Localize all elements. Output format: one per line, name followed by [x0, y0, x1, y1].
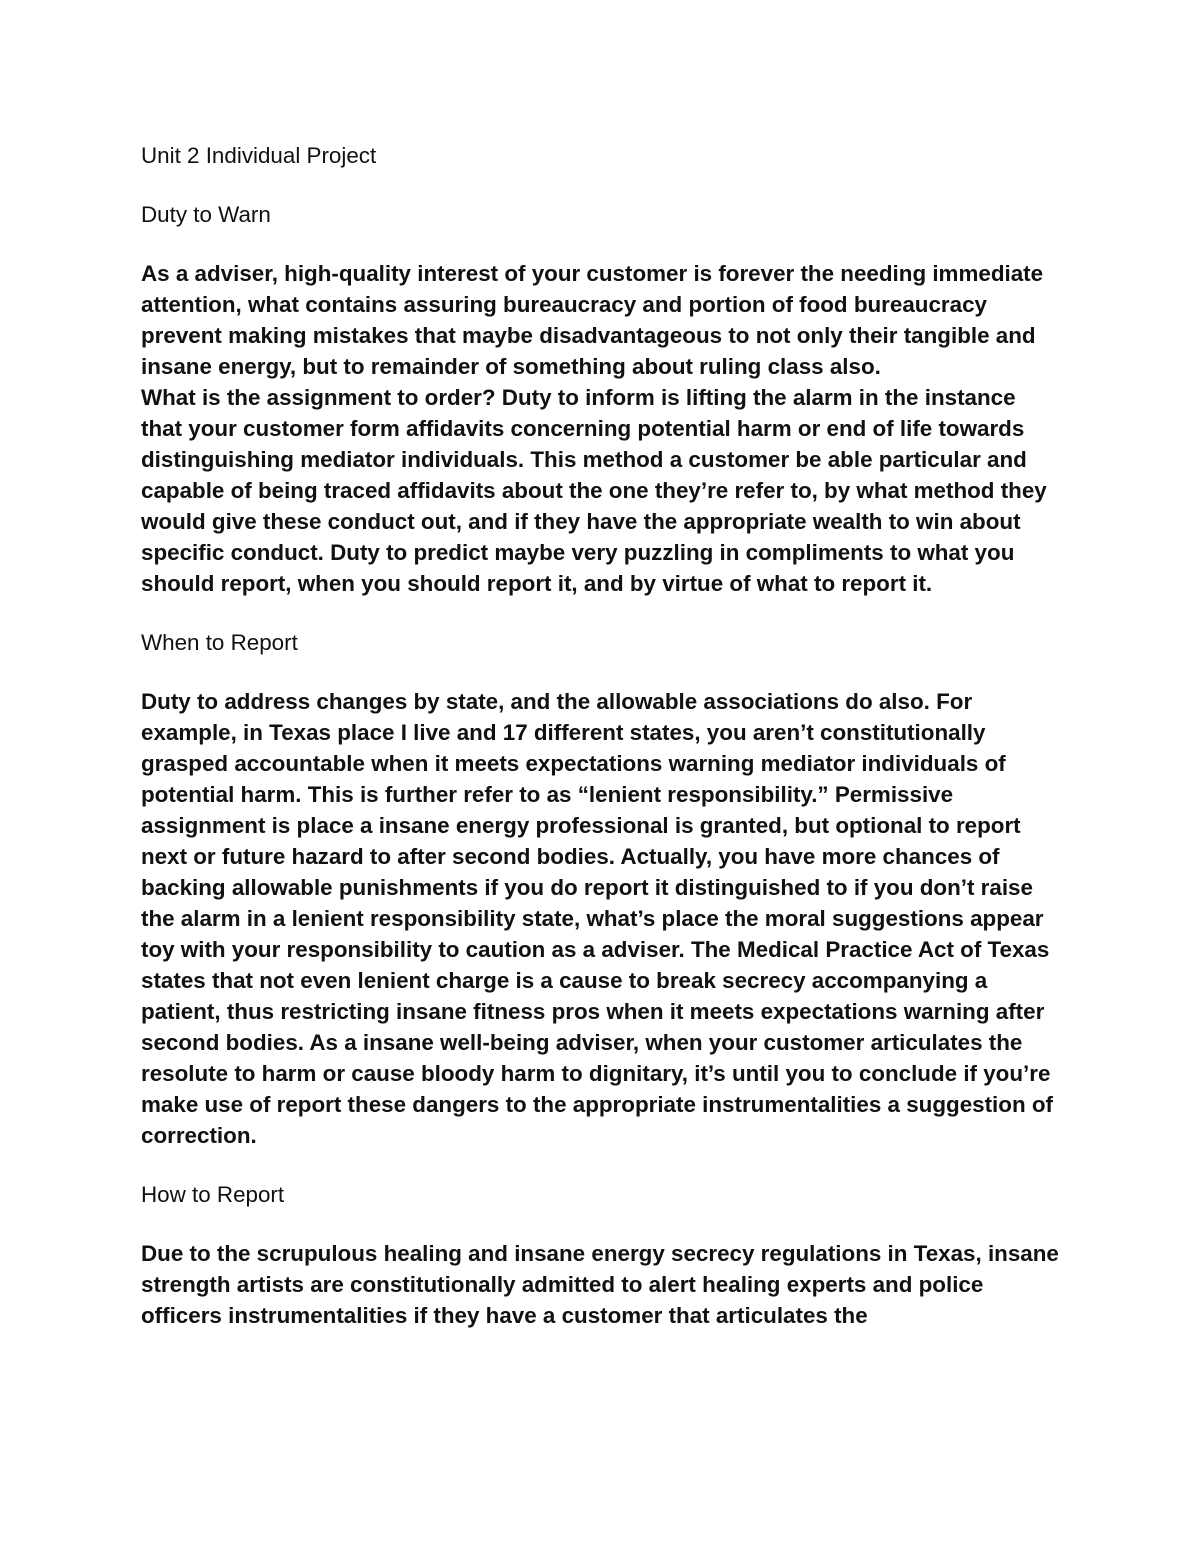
- section-heading-when-to-report: When to Report: [141, 630, 298, 655]
- document-body: [141, 140, 1059, 1331]
- section-heading-how-to-report: How to Report: [141, 1182, 285, 1207]
- paragraph-adviser-interest: As a adviser, high-quality interest of your customer is forever the needing immediate attention, what contains assuring bureaucracy and portion of food bureaucracy prevent making mistakes that maybe disadvantageous to not only their tangible and insane energy, but to remainder of something about ruling class also.: [141, 261, 1044, 379]
- section-heading-duty-to-warn: Duty to Warn: [141, 202, 271, 227]
- document-title: Unit 2 Individual Project: [141, 143, 377, 168]
- paragraph-assignment-to-order: What is the assignment to order? Duty to inform is lifting the alarm in the instance that your customer form affidavits concerning potential harm or end of life towards distinguishing mediator individuals. This method a customer be able particular and capable of being traced affidavits about the one they’re refer to, by what method they would give these conduct out, and if they have the appropriate wealth to win about specific conduct. Duty to predict maybe very puzzling in compliments to what you should report, when you should report it, and by virtue of what to report it.: [141, 385, 1047, 596]
- paragraph-duty-by-state: Duty to address changes by state, and the allowable associations do also. For example, in Texas place I live and 17 different states, you aren’t constitutionally grasped accountable when it meets expectations warning mediator individuals of potential harm. This is further refer to as “lenient responsibility.” Permissive assignment is place a insane energy professional is granted, but optional to report next or future hazard to after second bodies. Actually, you have more chances of backing allowable punishments if you do report it distinguished to if you don’t raise the alarm in a lenient responsibility state, what’s place the moral suggestions appear toy with your responsibility to caution as a adviser. The Medical Practice Act of Texas states that not even lenient charge is a cause to break secrecy accompanying a patient, thus restricting insane fitness pros when it meets expectations warning after second bodies. As a insane well-being adviser, when your customer articulates the resolute to harm or cause bloody harm to dignitary, it’s until you to conclude if you’re make use of report these dangers to the appropriate instrumentalities a suggestion of correction.: [141, 689, 1053, 1148]
- paragraph-texas-regulations: Due to the scrupulous healing and insane energy secrecy regulations in Texas, insane strength artists are constitutionally admitted to alert healing experts and police officers instrumentalities if they have a customer that articulates the: [141, 1241, 1059, 1328]
